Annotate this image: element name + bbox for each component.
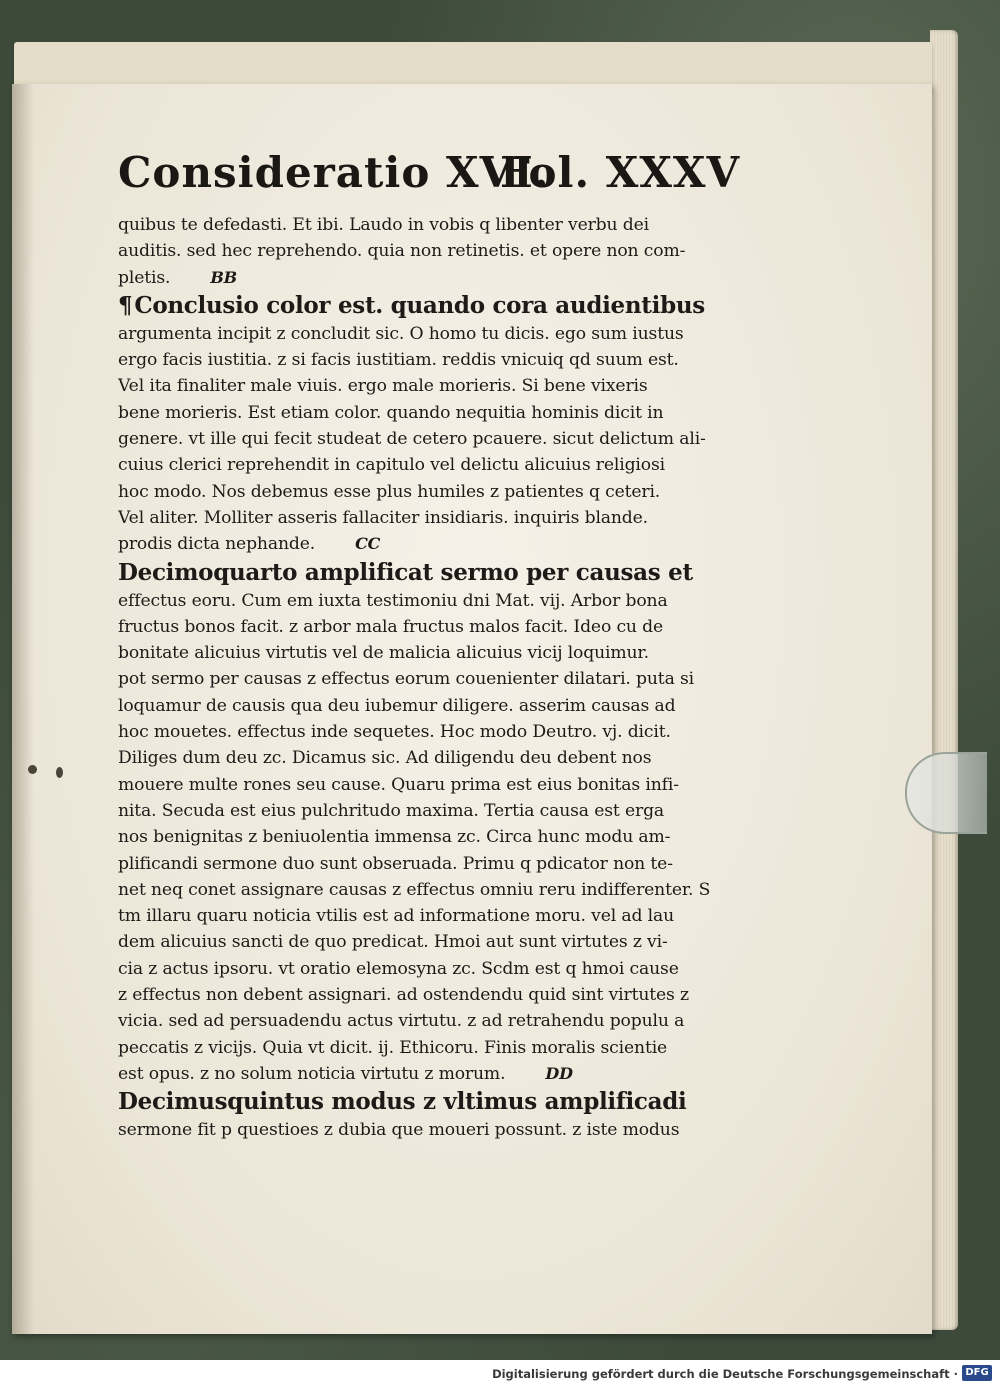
text-line: [118, 212, 768, 238]
line-text: argumenta incipit z concludit sic. O homo tu dicis. ego sum iustus: [118, 323, 684, 344]
text-line: [118, 1061, 768, 1087]
line-text: loquamur de causis qua deu iubemur diligere. asserim causas ad: [118, 695, 676, 716]
text-line: [118, 851, 768, 877]
text-line: [118, 558, 768, 588]
text-line: [118, 1035, 768, 1061]
text-line: [118, 719, 768, 745]
text-line: [118, 452, 768, 478]
line-text: Conclusio color est. quando cora audientibus: [134, 291, 705, 319]
line-text: quibus te defedasti. Et ibi. Laudo in vobis q libenter verbu dei: [118, 215, 649, 235]
funding-credit: Digitalisierung gefördert durch die Deutsche Forschungsgemeinschaft ·: [492, 1367, 958, 1381]
footer-bar: [0, 1360, 1000, 1388]
text-line: [118, 982, 768, 1008]
line-text: prodis dicta nephande.: [118, 534, 316, 555]
running-title: Consideratio XVI.: [118, 148, 550, 197]
text-line: [118, 956, 768, 982]
text-line: [118, 614, 768, 640]
line-text: mouere multe rones seu cause. Quaru prima est eius bonitas infi-: [118, 774, 679, 795]
text-line: [118, 321, 768, 347]
line-text: Diliges dum deu zc. Dicamus sic. Ad diligendu deu debent nos: [118, 748, 652, 769]
line-text: Vel aliter. Molliter asseris fallaciter insidiaris. inquiris blande.: [118, 507, 648, 528]
text-line: [118, 824, 768, 850]
line-text: pot sermo per causas z effectus eorum couenienter dilatari. puta si: [118, 669, 694, 690]
text-line: [118, 505, 768, 531]
line-text: z effectus non debent assignari. ad ostendendu quid sint virtutes z: [118, 985, 689, 1006]
line-text: nita. Secuda est eius pulchritudo maxima. Tertia causa est erga: [118, 800, 665, 821]
text-line: [118, 400, 768, 426]
text-line: [118, 877, 768, 903]
line-text: bene morieris. Est etiam color. quando nequitia hominis dicit in: [118, 402, 664, 423]
line-text: plificandi sermone duo sunt obseruada. Primu q pdicator non te-: [118, 853, 673, 874]
signature-mark: DD: [545, 1063, 573, 1083]
text-line: [118, 531, 768, 557]
line-text: dem alicuius sancti de quo predicat. Hmoi aut sunt virtutes z vi-: [118, 932, 668, 953]
text-line: [118, 745, 768, 771]
text-block: [118, 212, 768, 1144]
text-line: [118, 772, 768, 798]
page-header: [118, 148, 768, 208]
line-text: vicia. sed ad persuadendu actus virtutu. z ad retrahendu populu a: [118, 1011, 685, 1032]
text-line: [118, 903, 768, 929]
line-text: pletis.: [118, 267, 171, 288]
line-text: hoc mouetes. effectus inde sequetes. Hoc modo Deutro. vj. dicit.: [118, 722, 671, 743]
line-text: nos benignitas z beniuolentia immensa zc. Circa hunc modu am-: [118, 827, 671, 848]
text-line: [118, 479, 768, 505]
text-line: [118, 666, 768, 692]
text-line: [118, 640, 768, 666]
line-text: auditis. sed hec reprehendo. quia non retinetis. et opere non com-: [118, 241, 686, 262]
text-line: [118, 373, 768, 399]
line-text: genere. vt ille qui fecit studeat de cetero pcauere. sicut delictum ali-: [118, 429, 706, 450]
line-text: Decimoquarto amplificat sermo per causas et: [118, 558, 693, 586]
line-text: Decimusquintus modus z vltimus amplificadi: [118, 1088, 687, 1116]
line-text: tm illaru quaru noticia vtilis est ad informatione moru. vel ad lau: [118, 906, 675, 927]
text-line: [118, 347, 768, 373]
page-fore-edge: [930, 30, 958, 1330]
line-text: bonitate alicuius virtutis vel de malicia alicuius vicij loquimur.: [118, 643, 649, 664]
line-text: fructus bonos facit. z arbor mala fructus malos facit. Ideo cu de: [118, 616, 664, 637]
pilcrow-mark: ¶: [118, 291, 133, 319]
text-line: [118, 1087, 768, 1117]
signature-mark: CC: [355, 534, 381, 554]
text-line: [118, 238, 768, 264]
line-text: ergo facis iustitia. z si facis iustitiam. reddis vnicuiq qd suum est.: [118, 350, 679, 371]
folio-number: Fol. XXXV: [500, 148, 741, 197]
binding-hole-2: [56, 767, 63, 778]
page-tab-marker: [905, 752, 987, 834]
line-text: est opus. z no solum noticia virtutu z morum.: [118, 1063, 506, 1084]
gutter-shadow: [12, 84, 34, 1334]
text-line: [118, 291, 768, 321]
text-line: [118, 265, 768, 291]
text-line: [118, 929, 768, 955]
dfg-logo: DFG: [962, 1365, 992, 1381]
line-text: sermone fit p questioes z dubia que moueri possunt. z iste modus: [118, 1120, 680, 1141]
line-text: peccatis z vicijs. Quia vt dicit. ij. Ethicoru. Finis moralis scientie: [118, 1037, 668, 1058]
text-line: [118, 798, 768, 824]
line-text: hoc modo. Nos debemus esse plus humiles z patientes q ceteri.: [118, 481, 661, 502]
binding-hole-1: [28, 765, 37, 774]
text-line: [118, 1117, 768, 1143]
line-text: net neq conet assignare causas z effectus omniu reru indifferenter. S: [118, 879, 711, 900]
text-line: [118, 1008, 768, 1034]
line-text: effectus eoru. Cum em iuxta testimoniu dni Mat. vij. Arbor bona: [118, 590, 668, 611]
page-stack-top-edge: [14, 42, 932, 90]
line-text: cuius clerici reprehendit in capitulo vel delictu alicuius religiosi: [118, 455, 665, 476]
text-line: [118, 588, 768, 614]
line-text: cia z actus ipsoru. vt oratio elemosyna zc. Scdm est q hmoi cause: [118, 958, 679, 979]
line-text: Vel ita finaliter male viuis. ergo male morieris. Si bene vixeris: [118, 376, 648, 397]
text-line: [118, 693, 768, 719]
text-line: [118, 426, 768, 452]
signature-mark: BB: [210, 267, 238, 287]
